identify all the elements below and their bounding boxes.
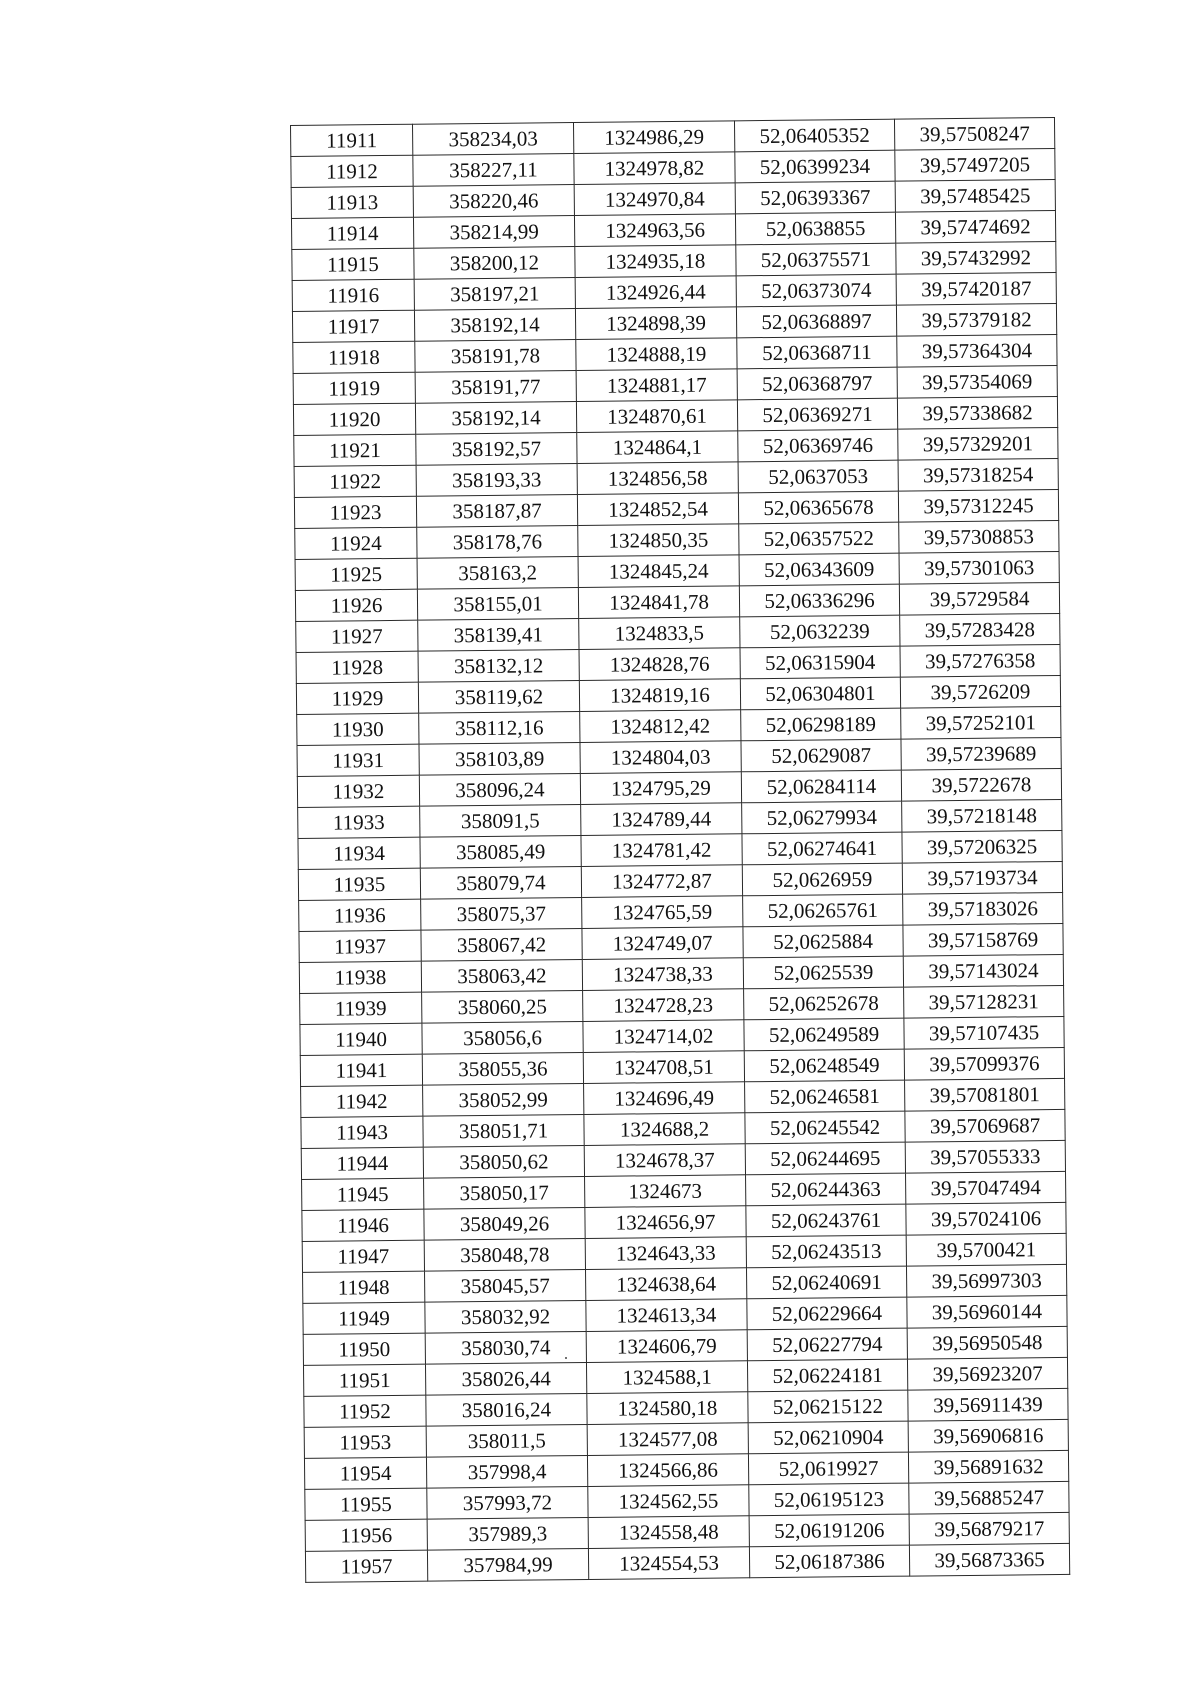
point-number-cell: 11915	[292, 248, 414, 280]
y-coordinate-cell: 1324678,37	[584, 1144, 745, 1177]
y-coordinate-cell: 1324898,39	[575, 307, 736, 340]
latitude-cell: 52,06244363	[746, 1173, 906, 1206]
x-coordinate-cell: 358192,57	[416, 433, 577, 466]
y-coordinate-cell: 1324558,48	[588, 1516, 749, 1549]
latitude-cell: 52,0632239	[740, 615, 900, 648]
x-coordinate-cell: 358049,26	[424, 1207, 585, 1240]
point-number-cell: 11913	[291, 186, 413, 218]
point-number-cell: 11952	[304, 1395, 426, 1427]
x-coordinate-cell: 358191,78	[415, 340, 576, 373]
latitude-cell: 52,06284114	[741, 770, 901, 803]
longitude-cell: 39,57143024	[903, 954, 1063, 987]
longitude-cell: 39,56879217	[909, 1512, 1069, 1545]
x-coordinate-cell: 358011,5	[426, 1424, 587, 1457]
point-number-cell: 11920	[293, 403, 415, 435]
longitude-cell: 39,57024106	[906, 1202, 1066, 1235]
y-coordinate-cell: 1324789,44	[581, 803, 742, 836]
latitude-cell: 52,06399234	[735, 150, 895, 183]
longitude-cell: 39,57069687	[905, 1109, 1065, 1142]
point-number-cell: 11939	[300, 992, 422, 1024]
longitude-cell: 39,57379182	[896, 303, 1056, 336]
latitude-cell: 52,06187386	[749, 1545, 909, 1578]
point-number-cell: 11934	[298, 837, 420, 869]
latitude-cell: 52,06393367	[735, 181, 895, 214]
latitude-cell: 52,06369746	[738, 429, 898, 462]
latitude-cell: 52,06336296	[739, 584, 899, 617]
latitude-cell: 52,06365678	[738, 491, 898, 524]
longitude-cell: 39,57318254	[898, 458, 1058, 491]
latitude-cell: 52,0629087	[741, 739, 901, 772]
x-coordinate-cell: 358192,14	[414, 309, 575, 342]
latitude-cell: 52,06252678	[744, 987, 904, 1020]
x-coordinate-cell: 358187,87	[416, 495, 577, 528]
longitude-cell: 39,57432992	[896, 241, 1056, 274]
longitude-cell: 39,57474692	[895, 210, 1055, 243]
y-coordinate-cell: 1324580,18	[587, 1392, 748, 1425]
latitude-cell: 52,06274641	[742, 832, 902, 865]
y-coordinate-cell: 1324856,58	[577, 462, 738, 495]
x-coordinate-cell: 358055,36	[422, 1052, 583, 1085]
latitude-cell: 52,06245542	[745, 1111, 905, 1144]
y-coordinate-cell: 1324656,97	[585, 1206, 746, 1239]
latitude-cell: 52,06373074	[736, 274, 896, 307]
point-number-cell: 11924	[295, 527, 417, 559]
x-coordinate-cell: 358197,21	[414, 278, 575, 311]
y-coordinate-cell: 1324566,86	[587, 1454, 748, 1487]
point-number-cell: 11945	[302, 1178, 424, 1210]
y-coordinate-cell: 1324562,55	[588, 1485, 749, 1518]
y-coordinate-cell: 1324986,29	[573, 121, 734, 154]
longitude-cell: 39,57158769	[903, 923, 1063, 956]
longitude-cell: 39,57206325	[902, 830, 1062, 863]
coordinates-table	[290, 117, 1070, 1583]
longitude-cell: 39,5726209	[900, 675, 1060, 708]
point-number-cell: 11940	[300, 1023, 422, 1055]
longitude-cell: 39,57055333	[905, 1140, 1065, 1173]
latitude-cell: 52,0626959	[742, 863, 902, 896]
longitude-cell: 39,56950548	[907, 1326, 1067, 1359]
point-number-cell: 11932	[297, 775, 419, 807]
longitude-cell: 39,56960144	[907, 1295, 1067, 1328]
latitude-cell: 52,06375571	[736, 243, 896, 276]
latitude-cell: 52,06210904	[748, 1421, 908, 1454]
latitude-cell: 52,06191206	[749, 1514, 909, 1547]
latitude-cell: 52,06215122	[748, 1390, 908, 1423]
point-number-cell: 11930	[297, 713, 419, 745]
latitude-cell: 52,06279934	[742, 801, 902, 834]
x-coordinate-cell: 358103,89	[419, 742, 580, 775]
x-coordinate-cell: 358119,62	[418, 681, 579, 714]
y-coordinate-cell: 1324970,84	[574, 183, 735, 216]
point-number-cell: 11926	[295, 589, 417, 621]
y-coordinate-cell: 1324812,42	[580, 710, 741, 743]
y-coordinate-cell: 1324870,61	[576, 400, 737, 433]
longitude-cell: 39,57308853	[899, 520, 1059, 553]
longitude-cell: 39,56885247	[909, 1481, 1069, 1514]
x-coordinate-cell: 357989,3	[427, 1517, 588, 1550]
longitude-cell: 39,57301063	[899, 551, 1059, 584]
x-coordinate-cell: 358191,77	[415, 371, 576, 404]
x-coordinate-cell: 358060,25	[422, 990, 583, 1023]
latitude-cell: 52,06246581	[745, 1080, 905, 1113]
point-number-cell: 11929	[296, 682, 418, 714]
x-coordinate-cell: 358079,74	[420, 866, 581, 899]
longitude-cell: 39,57497205	[895, 148, 1055, 181]
y-coordinate-cell: 1324728,23	[583, 989, 744, 1022]
x-coordinate-cell: 358048,78	[424, 1238, 585, 1271]
longitude-cell: 39,56891632	[908, 1450, 1068, 1483]
x-coordinate-cell: 358052,99	[423, 1083, 584, 1116]
x-coordinate-cell: 358192,14	[415, 402, 576, 435]
y-coordinate-cell: 1324696,49	[584, 1082, 745, 1115]
x-coordinate-cell: 358200,12	[414, 247, 575, 280]
y-coordinate-cell: 1324819,16	[579, 679, 740, 712]
longitude-cell: 39,57218148	[902, 799, 1062, 832]
latitude-cell: 52,06195123	[749, 1483, 909, 1516]
y-coordinate-cell: 1324738,33	[582, 958, 743, 991]
latitude-cell: 52,06298189	[741, 708, 901, 741]
longitude-cell: 39,56997303	[906, 1264, 1066, 1297]
longitude-cell: 39,56906816	[908, 1419, 1068, 1452]
latitude-cell: 52,0637053	[738, 460, 898, 493]
scan-speck	[565, 1357, 567, 1359]
point-number-cell: 11948	[303, 1271, 425, 1303]
point-number-cell: 11944	[301, 1147, 423, 1179]
y-coordinate-cell: 1324772,87	[581, 865, 742, 898]
point-number-cell: 11936	[299, 899, 421, 931]
point-number-cell: 11946	[302, 1209, 424, 1241]
point-number-cell: 11922	[294, 465, 416, 497]
y-coordinate-cell: 1324864,1	[577, 431, 738, 464]
latitude-cell: 52,06229664	[747, 1297, 907, 1330]
table-row	[305, 1543, 1069, 1582]
point-number-cell: 11956	[305, 1519, 427, 1551]
point-number-cell: 11923	[294, 496, 416, 528]
longitude-cell: 39,56923207	[907, 1357, 1067, 1390]
x-coordinate-cell: 358155,01	[417, 588, 578, 621]
latitude-cell: 52,06357522	[739, 522, 899, 555]
x-coordinate-cell: 358050,62	[423, 1145, 584, 1178]
latitude-cell: 52,06304801	[740, 677, 900, 710]
latitude-cell: 52,0625539	[743, 956, 903, 989]
longitude-cell: 39,57283428	[900, 613, 1060, 646]
latitude-cell: 52,06405352	[734, 119, 894, 152]
point-number-cell: 11927	[296, 620, 418, 652]
point-number-cell: 11925	[295, 558, 417, 590]
y-coordinate-cell: 1324554,53	[588, 1547, 749, 1580]
longitude-cell: 39,57107435	[904, 1016, 1064, 1049]
y-coordinate-cell: 1324577,08	[587, 1423, 748, 1456]
x-coordinate-cell: 358075,37	[421, 897, 582, 930]
longitude-cell: 39,5700421	[906, 1233, 1066, 1266]
latitude-cell: 52,0619927	[748, 1452, 908, 1485]
y-coordinate-cell: 1324708,51	[583, 1051, 744, 1084]
x-coordinate-cell: 357984,99	[427, 1548, 588, 1581]
longitude-cell: 39,57485425	[895, 179, 1055, 212]
latitude-cell: 52,06243761	[746, 1204, 906, 1237]
x-coordinate-cell: 357993,72	[427, 1486, 588, 1519]
y-coordinate-cell: 1324850,35	[578, 524, 739, 557]
x-coordinate-cell: 358234,03	[412, 123, 573, 156]
x-coordinate-cell: 358178,76	[417, 526, 578, 559]
point-number-cell: 11912	[291, 155, 413, 187]
point-number-cell: 11917	[292, 310, 414, 342]
longitude-cell: 39,5722678	[901, 768, 1061, 801]
point-number-cell: 11953	[304, 1426, 426, 1458]
point-number-cell: 11918	[293, 341, 415, 373]
y-coordinate-cell: 1324765,59	[582, 896, 743, 929]
latitude-cell: 52,06243513	[746, 1235, 906, 1268]
latitude-cell: 52,0638855	[735, 212, 895, 245]
longitude-cell: 39,56911439	[908, 1388, 1068, 1421]
latitude-cell: 52,06368897	[736, 305, 896, 338]
latitude-cell: 52,06227794	[747, 1328, 907, 1361]
longitude-cell: 39,57099376	[904, 1047, 1064, 1080]
point-number-cell: 11921	[294, 434, 416, 466]
x-coordinate-cell: 358220,46	[413, 185, 574, 218]
point-number-cell: 11955	[305, 1488, 427, 1520]
latitude-cell: 52,06369271	[737, 398, 897, 431]
x-coordinate-cell: 358085,49	[420, 835, 581, 868]
latitude-cell: 52,06265761	[743, 894, 903, 927]
y-coordinate-cell: 1324638,64	[586, 1268, 747, 1301]
longitude-cell: 39,5729584	[899, 582, 1059, 615]
y-coordinate-cell: 1324888,19	[576, 338, 737, 371]
x-coordinate-cell: 358056,6	[422, 1021, 583, 1054]
latitude-cell: 52,06224181	[747, 1359, 907, 1392]
point-number-cell: 11935	[298, 868, 420, 900]
x-coordinate-cell: 358016,24	[426, 1393, 587, 1426]
latitude-cell: 52,0625884	[743, 925, 903, 958]
point-number-cell: 11957	[305, 1550, 427, 1582]
longitude-cell: 39,57193734	[902, 861, 1062, 894]
y-coordinate-cell: 1324926,44	[575, 276, 736, 309]
point-number-cell: 11954	[304, 1457, 426, 1489]
longitude-cell: 39,57354069	[897, 365, 1057, 398]
point-number-cell: 11914	[291, 217, 413, 249]
point-number-cell: 11928	[296, 651, 418, 683]
point-number-cell: 11941	[300, 1054, 422, 1086]
y-coordinate-cell: 1324613,34	[586, 1299, 747, 1332]
point-number-cell: 11916	[292, 279, 414, 311]
x-coordinate-cell: 358050,17	[424, 1176, 585, 1209]
latitude-cell: 52,06240691	[746, 1266, 906, 1299]
longitude-cell: 39,57128231	[904, 985, 1064, 1018]
x-coordinate-cell: 358051,71	[423, 1114, 584, 1147]
y-coordinate-cell: 1324852,54	[577, 493, 738, 526]
point-number-cell: 11947	[302, 1240, 424, 1272]
y-coordinate-cell: 1324643,33	[585, 1237, 746, 1270]
table-body	[291, 117, 1070, 1582]
y-coordinate-cell: 1324781,42	[581, 834, 742, 867]
point-number-cell: 11919	[293, 372, 415, 404]
x-coordinate-cell: 358063,42	[421, 959, 582, 992]
y-coordinate-cell: 1324963,56	[574, 214, 735, 247]
longitude-cell: 39,57329201	[898, 427, 1058, 460]
point-number-cell: 11943	[301, 1116, 423, 1148]
latitude-cell: 52,06249589	[744, 1018, 904, 1051]
x-coordinate-cell: 358227,11	[413, 154, 574, 187]
x-coordinate-cell: 357998,4	[426, 1455, 587, 1488]
x-coordinate-cell: 358193,33	[416, 464, 577, 497]
x-coordinate-cell: 358045,57	[425, 1269, 586, 1302]
latitude-cell: 52,06368797	[737, 367, 897, 400]
y-coordinate-cell: 1324841,78	[578, 586, 739, 619]
y-coordinate-cell: 1324749,07	[582, 927, 743, 960]
y-coordinate-cell: 1324935,18	[575, 245, 736, 278]
point-number-cell: 11933	[298, 806, 420, 838]
point-number-cell: 11911	[291, 124, 413, 156]
x-coordinate-cell: 358132,12	[418, 650, 579, 683]
latitude-cell: 52,06315904	[740, 646, 900, 679]
y-coordinate-cell: 1324978,82	[574, 152, 735, 185]
y-coordinate-cell: 1324845,24	[578, 555, 739, 588]
x-coordinate-cell: 358112,16	[419, 711, 580, 744]
latitude-cell: 52,06244695	[745, 1142, 905, 1175]
longitude-cell: 39,57239689	[901, 737, 1061, 770]
y-coordinate-cell: 1324688,2	[584, 1113, 745, 1146]
x-coordinate-cell: 358067,42	[421, 928, 582, 961]
latitude-cell: 52,06248549	[744, 1049, 904, 1082]
point-number-cell: 11931	[297, 744, 419, 776]
longitude-cell: 39,57183026	[903, 892, 1063, 925]
y-coordinate-cell: 1324588,1	[586, 1361, 747, 1394]
longitude-cell: 39,57047494	[906, 1171, 1066, 1204]
x-coordinate-cell: 358139,41	[418, 619, 579, 652]
x-coordinate-cell: 358163,2	[417, 557, 578, 590]
x-coordinate-cell: 358030,74	[425, 1331, 586, 1364]
x-coordinate-cell: 358096,24	[419, 773, 580, 806]
x-coordinate-cell: 358026,44	[425, 1362, 586, 1395]
y-coordinate-cell: 1324714,02	[583, 1020, 744, 1053]
y-coordinate-cell: 1324795,29	[580, 772, 741, 805]
y-coordinate-cell: 1324804,03	[580, 741, 741, 774]
point-number-cell: 11949	[303, 1302, 425, 1334]
longitude-cell: 39,57252101	[901, 706, 1061, 739]
longitude-cell: 39,57508247	[894, 117, 1054, 150]
x-coordinate-cell: 358214,99	[413, 216, 574, 249]
point-number-cell: 11950	[303, 1333, 425, 1365]
longitude-cell: 39,57276358	[900, 644, 1060, 677]
longitude-cell: 39,57420187	[896, 272, 1056, 305]
point-number-cell: 11938	[299, 961, 421, 993]
point-number-cell: 11951	[303, 1364, 425, 1396]
longitude-cell: 39,57081801	[905, 1078, 1065, 1111]
latitude-cell: 52,06368711	[737, 336, 897, 369]
longitude-cell: 39,57338682	[897, 396, 1057, 429]
y-coordinate-cell: 1324881,17	[576, 369, 737, 402]
longitude-cell: 39,57364304	[897, 334, 1057, 367]
latitude-cell: 52,06343609	[739, 553, 899, 586]
y-coordinate-cell: 1324606,79	[586, 1330, 747, 1363]
y-coordinate-cell: 1324828,76	[579, 648, 740, 681]
point-number-cell: 11937	[299, 930, 421, 962]
longitude-cell: 39,57312245	[898, 489, 1058, 522]
point-number-cell: 11942	[301, 1085, 423, 1117]
longitude-cell: 39,56873365	[909, 1543, 1069, 1576]
y-coordinate-cell: 1324673	[585, 1175, 746, 1208]
x-coordinate-cell: 358091,5	[420, 804, 581, 837]
x-coordinate-cell: 358032,92	[425, 1300, 586, 1333]
y-coordinate-cell: 1324833,5	[579, 617, 740, 650]
